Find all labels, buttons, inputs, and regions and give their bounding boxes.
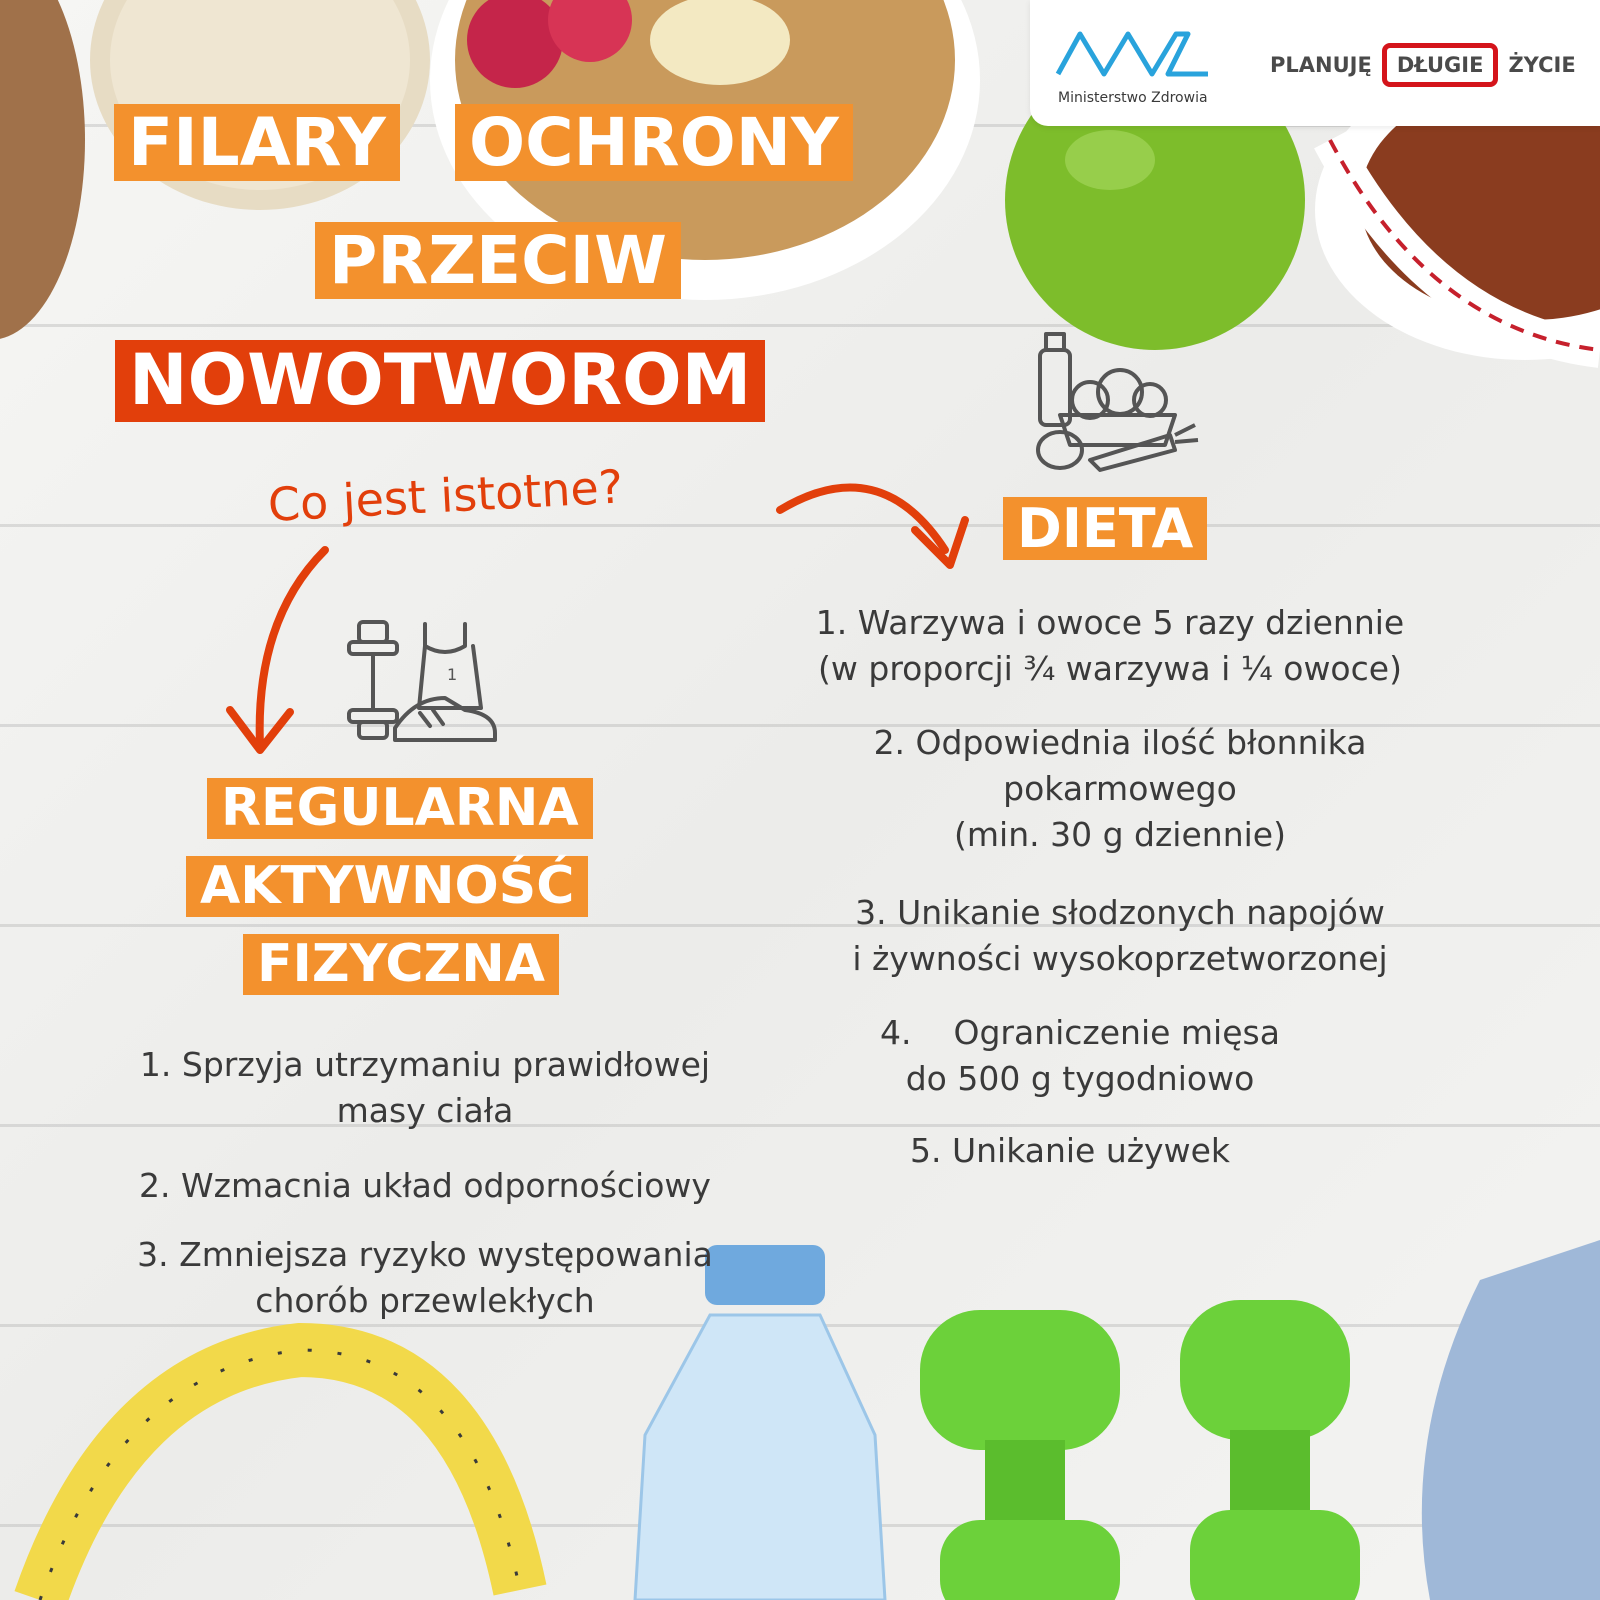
diet-item-3	[760, 890, 1480, 982]
diet-item-1	[740, 600, 1480, 692]
activity-item-1-line-2: masy ciała	[336, 1091, 514, 1130]
campaign-word-3: ŻYCIE	[1508, 53, 1576, 77]
activity-item-3	[40, 1232, 810, 1324]
campaign-logo	[1270, 40, 1576, 90]
diet-item-1-line-2: (w proporcji ¾ warzywa i ¼ owoce)	[818, 649, 1402, 688]
title-line-2: PRZECIW	[315, 222, 681, 299]
diet-heading: DIETA	[1003, 497, 1207, 560]
diet-item-4-line-2: do 500 g tygodniowo	[905, 1059, 1255, 1098]
activity-item-3-line-1: 3. Zmniejsza ryzyko występowania	[137, 1235, 713, 1274]
title-line-1a: FILARY	[114, 104, 400, 181]
diet-item-2-line-1: 2. Odpowiednia ilość błonnika	[873, 723, 1367, 762]
diet-item-4	[760, 1010, 1400, 1102]
arrow-to-diet-icon	[780, 470, 980, 580]
dumbbells-decoration	[900, 1260, 1360, 1600]
activity-item-2	[40, 1163, 810, 1209]
diet-item-2-line-2: pokarmowego	[1003, 769, 1237, 808]
tape-measure-decoration	[0, 1310, 560, 1600]
diet-item-3-line-1: 3. Unikanie słodzonych napojów	[855, 893, 1385, 932]
activity-heading-line-1: REGULARNA	[207, 778, 593, 839]
groceries-icon	[1030, 330, 1200, 475]
title-line-1b: OCHRONY	[455, 104, 853, 181]
fitness-icon	[345, 618, 505, 748]
diet-item-1-line-1: 1. Warzywa i owoce 5 razy dziennie	[815, 603, 1405, 642]
campaign-word-1: PLANUJĘ	[1270, 53, 1372, 77]
logo-bar	[1030, 0, 1600, 126]
activity-item-2-line-1: 2. Wzmacnia układ odpornościowy	[139, 1166, 711, 1205]
diet-item-3-line-2: i żywności wysokoprzetworzonej	[852, 939, 1388, 978]
campaign-word-box: DŁUGIE	[1382, 43, 1499, 87]
ministry-logo-icon	[1058, 26, 1218, 86]
diet-item-5-line-1: 5. Unikanie używek	[909, 1131, 1230, 1170]
activity-item-1	[40, 1042, 810, 1134]
diet-item-2	[760, 720, 1480, 858]
activity-heading-line-2: AKTYWNOŚĆ	[186, 856, 588, 917]
diet-item-5	[760, 1128, 1380, 1174]
title-line-3: NOWOTWOROM	[115, 340, 765, 422]
ministry-caption: Ministerstwo Zdrowia	[1058, 90, 1208, 106]
activity-item-1-line-1: 1. Sprzyja utrzymaniu prawidłowej	[139, 1045, 711, 1084]
diet-item-2-line-3: (min. 30 g dziennie)	[954, 815, 1286, 854]
svg-text:1: 1	[447, 665, 458, 684]
nuts-bowl-decoration	[1310, 120, 1600, 360]
question-text: Co jest istotne?	[266, 459, 625, 532]
activity-item-3-line-2: chorób przewlekłych	[255, 1281, 595, 1320]
diet-item-4-line-1: 4. Ograniczenie mięsa	[880, 1013, 1280, 1052]
activity-heading-line-3: FIZYCZNA	[243, 934, 559, 995]
arrow-to-activity-icon	[215, 540, 335, 770]
towel-decoration	[1400, 1240, 1600, 1600]
